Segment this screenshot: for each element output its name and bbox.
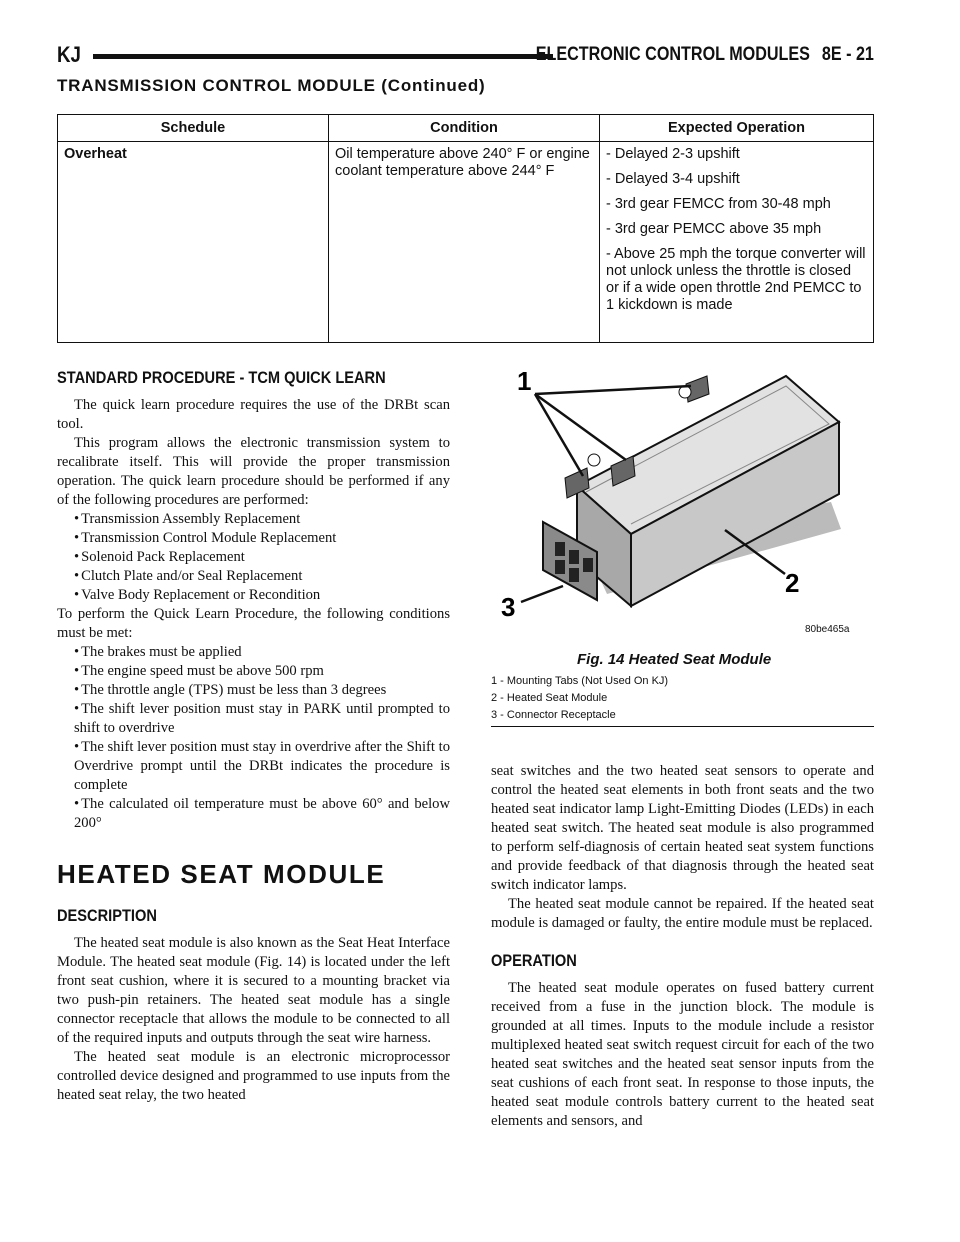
figure-legend [491,673,668,724]
expected-operation-cell [600,142,874,343]
operation-heading: OPERATION [491,951,577,970]
heated-seat-module-title: HEATED SEAT MODULE [57,859,386,889]
description-heading: DESCRIPTION [57,906,157,925]
column-header: Expected Operation [600,115,874,142]
section-title: ELECTRONIC CONTROL MODULES [535,44,811,65]
quick-learn-paragraph: The quick learn procedure requires the use of the DRBt scan tool. [57,397,450,432]
column-header: Schedule [58,115,329,142]
procedure-item: • Transmission Control Module Replacement [57,529,450,548]
description-paragraph: The heated seat module is also known as the Seat Heat Interface Module. The heated seat module (Fig. 14) is located under the left front seat cushion, where it is secured to a mounting bracket via two push-pin retainers. The heated seat module has a single connector receptacle that allows the module to be connected to all of the required inputs and outputs through the seat wire harness. [57,935,450,1046]
condition-item: • The throttle angle (TPS) must be less than 3 degrees [57,681,450,700]
condition-item: • The shift lever position must stay in PARK until prompted to shift to overdrive [57,700,450,738]
quick-learn-heading: STANDARD PROCEDURE - TCM QUICK LEARN [57,368,386,387]
page-header [57,42,874,72]
figure-caption: Fig. 14 Heated Seat Module [577,651,772,668]
vehicle-code: KJ [57,42,81,67]
condition-item: • The shift lever position must stay in overdrive after the Shift to Overdrive prompt until the DRBt indicates the procedure is complete [57,738,450,795]
schedule-cell: Overheat [58,142,329,343]
condition-cell: Oil temperature above 240° F or engine coolant temperature above 244° F [329,142,600,343]
legend-rule [491,726,874,727]
right-column [491,762,874,1131]
operation-paragraph: The heated seat module operates on fused battery current received from a fuse in the junction block. The module is grounded at all times. Inputs to the module include a resistor multiplexed heated seat switch request circuit for each of the two heated seat switches and the heated seat sensor inputs from the seat cushions of each front seat. In response to those inputs, the heated seat module controls battery current to the heated seat elements and sensors, and [491,980,874,1129]
operation-item: - 3rd gear PEMCC above 35 mph [606,221,822,237]
procedure-item: • Valve Body Replacement or Recondition [57,586,450,605]
table-header-row [58,115,874,142]
header-rule [93,54,553,59]
description-paragraph: The heated seat module is an electronic microprocessor controlled device designed and programmed to use inputs from the heated seat relay, the two heated [57,1049,450,1103]
condition-item: • The calculated oil temperature must be above 60° and below 200° [57,795,450,833]
description-paragraph: seat switches and the two heated seat sensors to operate and control the heated seat elements in both front seats and the two heated seat indicator lamp Light-Emitting Diodes (LEDs) in each heated seat switch. The heated seat module is also programmed to perform self-diagnosis of certain heated seat system functions and provide feedback of that diagnosis through the heated seat switch indicator lamps. [491,763,874,893]
callout-1: 1 [517,366,532,396]
module-illustration [491,364,874,640]
operation-item: - Above 25 mph the torque converter will not unlock unless the throttle is closed or if a wide open throttle 2nd PEMCC to 1 kickdown is made [606,246,866,313]
left-column [57,368,450,1105]
procedure-item: • Transmission Assembly Replacement [57,510,450,529]
operation-item: - 3rd gear FEMCC from 30-48 mph [606,196,831,212]
procedure-item: • Clutch Plate and/or Seal Replacement [57,567,450,586]
legend-item: 3 - Connector Receptacle [491,709,616,721]
heated-seat-module-figure [491,364,874,640]
procedure-item: • Solenoid Pack Replacement [57,548,450,567]
operation-item: - Delayed 2-3 upshift [606,146,740,162]
page-number: 8E - 21 [821,44,874,65]
callout-2: 2 [785,568,800,598]
description-paragraph: The heated seat module cannot be repaired. If the heated seat module is damaged or faulty, the entire module must be replaced. [491,896,874,931]
condition-item: • The engine speed must be above 500 rpm [57,662,450,681]
legend-item: 2 - Heated Seat Module [491,692,608,704]
quick-learn-paragraph: To perform the Quick Learn Procedure, the following conditions must be met: [57,606,450,641]
legend-item: 1 - Mounting Tabs (Not Used On KJ) [491,675,669,687]
continued-title: TRANSMISSION CONTROL MODULE (Continued) [57,76,486,95]
quick-learn-paragraph: This program allows the electronic transmission system to recalibrate itself. This will provide the proper transmission operation. The quick learn procedure should be performed if any of the following procedures are performed: [57,435,450,508]
condition-item: • The brakes must be applied [57,643,450,662]
callout-3: 3 [501,592,516,622]
operation-item: - Delayed 3-4 upshift [606,171,740,187]
schedule-table [57,114,874,343]
header-right [536,44,874,66]
column-header: Condition [329,115,600,142]
table-row [58,142,874,343]
figure-reference-code: 80be465a [805,624,850,635]
